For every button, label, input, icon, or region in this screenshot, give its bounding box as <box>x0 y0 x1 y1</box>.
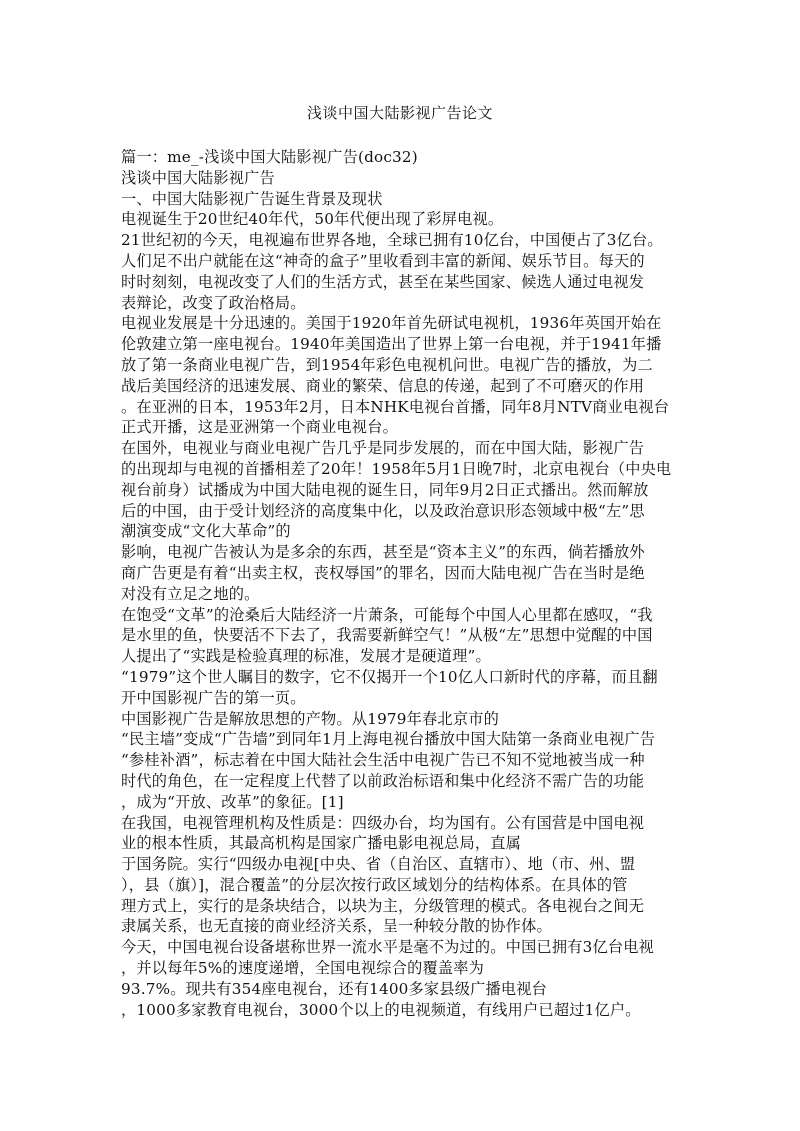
text-line: 在我国，电视管理机构及性质是：四级办台，均为国有。公有国营是中国电视 <box>121 813 645 832</box>
text-line: 的出现却与电视的首播相差了20年！1958年5月1日晚7时，北京电视台（中央电 <box>121 459 672 478</box>
text-line: 业的根本性质，其最高机构是国家广播电影电视总局，直属 <box>121 834 522 853</box>
text-line: “参桂补酒”，标志着在中国大陆社会生活中电视广告已不知不觉地被当成一种 <box>121 751 645 770</box>
text-line: 隶属关系，也无直接的商业经济关系，呈一种较分散的协作体。 <box>121 917 552 936</box>
text-line: 电视诞生于20世纪40年代，50年代便出现了彩屏电视。 <box>121 210 504 229</box>
text-line: 篇一：me_-浅谈中国大陆影视广告(doc32) <box>121 148 418 166</box>
text-line: 。在亚洲的日本，1953年2月，日本NHK电视台首播，同年8月NTV商业电视台 <box>121 397 670 416</box>
text-line: 中国影视广告是解放思想的产物。从1979年春北京市的 <box>121 709 499 728</box>
text-line: 对没有立足之地的。 <box>121 584 260 603</box>
text-line: 放了第一条商业电视广告，到1954年彩色电视机问世。电视广告的播放，为二 <box>121 355 653 374</box>
text-line: 商广告更是有着“出卖主权，丧权辱国”的罪名，因而大陆电视广告在当时是绝 <box>121 563 645 582</box>
text-line: 人们足不出户就能在这“神奇的盒子”里收看到丰富的新闻、娱乐节目。每天的 <box>121 251 645 270</box>
text-line: 于国务院。实行“四级办电视[中央、省（自治区、直辖市）、地（市、州、盟 <box>121 855 636 874</box>
text-line: 时代的角色，在一定程度上代替了以前政治标语和集中化经济不需广告的功能 <box>121 771 645 790</box>
text-line: 电视业发展是十分迅速的。美国于1920年首先研试电视机，1936年英国开始在 <box>121 314 662 333</box>
text-line: 表辩论，改变了政治格局。 <box>121 293 306 312</box>
document-body <box>121 147 683 1020</box>
text-line: ，并以每年5%的速度递增，全国电视综合的覆盖率为 <box>121 959 485 978</box>
text-line: ，1000多家教育电视台，3000个以上的电视频道，有线用户已超过1亿户。 <box>121 1000 641 1019</box>
text-line: “1979”这个世人瞩目的数字，它不仅揭开一个10亿人口新时代的序幕，而且翻 <box>121 667 658 686</box>
text-line: “民主墙”变成“广告墙”到同年1月上海电视台播放中国大陆第一条商业电视广告 <box>121 730 656 749</box>
text-line: 在国外，电视业与商业电视广告几乎是同步发展的，而在中国大陆，影视广告 <box>121 439 645 458</box>
text-line: 开中国影视广告的第一页。 <box>121 688 306 707</box>
text-line: 理方式上，实行的是条块结合，以块为主，分级管理的模式。各电视台之间无 <box>121 896 645 915</box>
text-line: 今天，中国电视台设备堪称世界一流水平是毫不为过的。中国已拥有3亿台电视 <box>121 938 655 957</box>
text-line: ，成为“开放、改革”的象征。[1] <box>121 792 344 811</box>
text-line: 伦敦建立第一座电视台。1940年美国造出了世界上第一台电视，并于1941年播 <box>121 335 662 354</box>
text-line: 后的中国，由于受计划经济的高度集中化，以及政治意识形态领域中极“左”思 <box>121 501 645 520</box>
text-line: 浅谈中国大陆影视广告 <box>121 168 275 187</box>
text-line: 影响，电视广告被认为是多余的东西，甚至是“资本主义”的东西，倘若播放外 <box>121 543 645 562</box>
text-line: 潮演变成“文化大革命”的 <box>121 522 291 541</box>
text-line: ），县（旗）]，混合覆盖”的分层次按行政区域划分的结构体系。在具体的管 <box>121 875 628 894</box>
text-line: 人提出了“实践是检验真理的标准，发展才是硬道理”。 <box>121 647 491 666</box>
text-line: 93.7%。现共有354座电视台，还有1400多家县级广播电视台 <box>121 979 548 998</box>
document-title: 浅谈中国大陆影视广告论文 <box>306 104 493 122</box>
text-line: 正式开播，这是亚洲第一个商业电视台。 <box>121 418 398 437</box>
text-line: 战后美国经济的迅速发展、商业的繁荣、信息的传递，起到了不可磨灭的作用 <box>121 376 645 395</box>
text-line: 一、中国大陆影视广告诞生背景及现状 <box>121 189 383 208</box>
text-line: 视台前身）试播成为中国大陆电视的诞生日，同年9月2日正式播出。然而解放 <box>121 480 649 499</box>
text-line: 是水里的鱼，快要活不下去了，我需要新鲜空气！”从极“左”思想中觉醒的中国 <box>121 626 653 645</box>
text-line: 在饱受“文革”的沧桑后大陆经济一片萧条，可能每个中国人心里都在感叹，“我 <box>121 605 653 624</box>
text-line: 时时刻刻，电视改变了人们的生活方式，甚至在某些国家、候选人通过电视发 <box>121 272 645 291</box>
text-line: 21世纪初的今天，电视遍布世界各地，全球已拥有10亿台，中国便占了3亿台。 <box>121 231 663 250</box>
